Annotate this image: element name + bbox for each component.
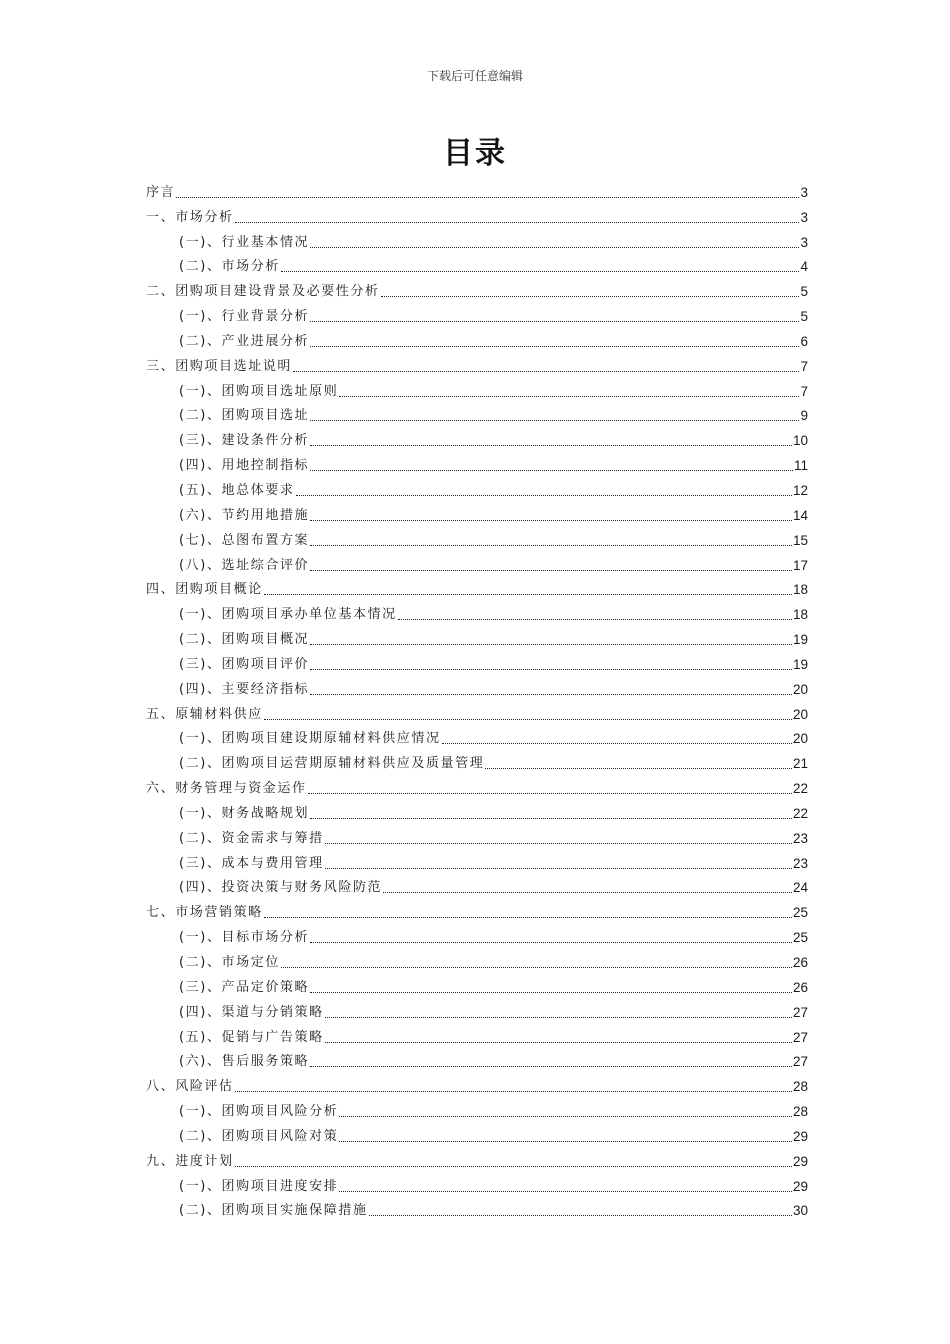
toc-entry-page: 15 — [792, 532, 808, 548]
toc-entry[interactable] — [146, 723, 808, 748]
toc-entry[interactable] — [146, 201, 808, 226]
toc-entry-page: 27 — [792, 1029, 808, 1045]
toc-entry-label: (四)、投资决策与财务风险防范 — [179, 880, 383, 896]
toc-entry[interactable] — [146, 400, 808, 425]
toc-entry-label: 二、团购项目建设背景及必要性分析 — [146, 284, 380, 300]
toc-entry-page: 3 — [800, 184, 808, 200]
toc-entry[interactable] — [146, 747, 808, 772]
toc-entry-page: 25 — [792, 930, 808, 946]
toc-dot-leader — [442, 743, 792, 744]
toc-entry-page: 21 — [792, 756, 808, 772]
toc-entry-label: (六)、售后服务策略 — [179, 1054, 310, 1070]
toc-entry[interactable] — [146, 350, 808, 375]
toc-entry-label: (二)、团购项目风险对策 — [179, 1128, 339, 1144]
toc-dot-leader — [325, 1017, 792, 1018]
toc-entry-page: 20 — [792, 731, 808, 747]
toc-dot-leader — [296, 495, 792, 496]
toc-entry-page: 28 — [792, 1104, 808, 1120]
toc-entry-page: 20 — [792, 681, 808, 697]
toc-entry-label: (五)、促销与广告策略 — [179, 1029, 324, 1045]
toc-dot-leader — [339, 396, 799, 397]
toc-entry[interactable] — [146, 1195, 808, 1220]
toc-entry-page: 29 — [792, 1128, 808, 1144]
toc-entry-page: 30 — [792, 1203, 808, 1219]
toc-dot-leader — [235, 1091, 792, 1092]
toc-dot-leader — [325, 843, 792, 844]
toc-dot-leader — [310, 470, 793, 471]
toc-entry-label: (三)、建设条件分析 — [179, 433, 310, 449]
toc-entry[interactable] — [146, 499, 808, 524]
toc-entry-label: (三)、团购项目评价 — [179, 656, 310, 672]
toc-entry-page: 14 — [792, 507, 808, 523]
toc-entry[interactable] — [146, 996, 808, 1021]
toc-entry-page: 4 — [800, 259, 808, 275]
toc-entry-label: (一)、团购项目承办单位基本情况 — [179, 607, 397, 623]
toc-entry-page: 24 — [792, 880, 808, 896]
toc-entry[interactable] — [146, 847, 808, 872]
toc-entry[interactable] — [146, 872, 808, 897]
toc-dot-leader — [281, 271, 800, 272]
toc-entry-page: 29 — [792, 1153, 808, 1169]
toc-entry-label: (二)、资金需求与筹措 — [179, 830, 324, 846]
toc-dot-leader — [308, 793, 792, 794]
toc-entry-page: 5 — [800, 284, 808, 300]
toc-entry[interactable] — [146, 251, 808, 276]
toc-dot-leader — [264, 594, 792, 595]
toc-dot-leader — [264, 917, 792, 918]
toc-dot-leader — [310, 247, 799, 248]
toc-entry[interactable] — [146, 300, 808, 325]
toc-entry-label: (一)、行业背景分析 — [179, 309, 310, 325]
toc-dot-leader — [176, 197, 799, 198]
toc-entry-page: 27 — [792, 1054, 808, 1070]
page-header: 下载后可任意编辑 — [426, 69, 523, 83]
toc-entry-label: 五、原辅材料供应 — [146, 706, 263, 722]
toc-entry[interactable] — [146, 1170, 808, 1195]
toc-entry[interactable] — [146, 275, 808, 300]
toc-entry-label: 六、财务管理与资金运作 — [146, 781, 307, 797]
toc-dot-leader — [310, 545, 792, 546]
toc-dot-leader — [281, 967, 792, 968]
toc-dot-leader — [264, 719, 792, 720]
toc-entry-page: 26 — [792, 979, 808, 995]
toc-entry-label: (一)、行业基本情况 — [179, 234, 310, 250]
toc-entry-label: (五)、地总体要求 — [179, 482, 295, 498]
toc-entry[interactable] — [146, 474, 808, 499]
toc-entry-label: (二)、团购项目实施保障措施 — [179, 1203, 368, 1219]
toc-entry-label: (一)、团购项目选址原则 — [179, 383, 339, 399]
toc-entry-page: 23 — [792, 830, 808, 846]
toc-dot-leader — [235, 1166, 792, 1167]
toc-dot-leader — [325, 868, 792, 869]
toc-dot-leader — [235, 222, 800, 223]
toc-entry-page: 19 — [792, 656, 808, 672]
toc-entry-label: (一)、目标市场分析 — [179, 930, 310, 946]
toc-entry-label: (一)、团购项目建设期原辅材料供应情况 — [179, 731, 441, 747]
toc-entry[interactable] — [146, 1145, 808, 1170]
toc-dot-leader — [310, 520, 792, 521]
toc-entry-page: 18 — [792, 582, 808, 598]
toc-entry-label: (六)、节约用地措施 — [179, 507, 310, 523]
toc-entry-label: (三)、产品定价策略 — [179, 979, 310, 995]
toc-entry-label: 八、风险评估 — [146, 1079, 234, 1095]
toc-dot-leader — [310, 321, 799, 322]
toc-dot-leader — [310, 942, 792, 943]
toc-dot-leader — [339, 1116, 792, 1117]
toc-entry[interactable] — [146, 698, 808, 723]
toc-title: 目录 — [443, 136, 507, 171]
toc-entry[interactable] — [146, 375, 808, 400]
toc-entry-page: 9 — [800, 408, 808, 424]
toc-entry[interactable] — [146, 648, 808, 673]
toc-entry-page: 25 — [792, 905, 808, 921]
toc-entry-page: 27 — [792, 1004, 808, 1020]
toc-entry-page: 23 — [792, 855, 808, 871]
toc-entry[interactable] — [146, 822, 808, 847]
toc-dot-leader — [293, 371, 799, 372]
toc-entry[interactable] — [146, 1070, 808, 1095]
toc-dot-leader — [339, 1141, 792, 1142]
toc-entry[interactable] — [146, 1095, 808, 1120]
toc-entry[interactable] — [146, 598, 808, 623]
toc-entry[interactable] — [146, 971, 808, 996]
toc-entry-page: 6 — [800, 333, 808, 349]
toc-entry[interactable] — [146, 176, 808, 201]
toc-entry-label: (四)、主要经济指标 — [179, 681, 310, 697]
toc-entry-page: 3 — [800, 209, 808, 225]
toc-entry-label: (四)、用地控制指标 — [179, 458, 310, 474]
toc-entry-label: (二)、团购项目选址 — [179, 408, 310, 424]
toc-dot-leader — [339, 1191, 792, 1192]
toc-entry-label: 七、市场营销策略 — [146, 905, 263, 921]
toc-entry[interactable] — [146, 921, 808, 946]
toc-dot-leader — [398, 619, 792, 620]
toc-entry[interactable] — [146, 673, 808, 698]
toc-entry-page: 22 — [792, 781, 808, 797]
toc-entry-label: (二)、团购项目概况 — [179, 632, 310, 648]
toc-entry-label: (七)、总图布置方案 — [179, 532, 310, 548]
toc-dot-leader — [310, 420, 799, 421]
toc-dot-leader — [310, 992, 792, 993]
toc-entry[interactable] — [146, 574, 808, 599]
toc-entry[interactable] — [146, 1120, 808, 1145]
toc-dot-leader — [310, 1066, 792, 1067]
toc-dot-leader — [310, 644, 792, 645]
toc-entry-label: (二)、市场定位 — [179, 955, 280, 970]
toc-dot-leader — [310, 818, 792, 819]
toc-entry[interactable] — [146, 623, 808, 648]
toc-dot-leader — [485, 768, 792, 769]
toc-entry-label: (八)、选址综合评价 — [179, 557, 310, 573]
toc-entry-label: 九、进度计划 — [146, 1153, 234, 1169]
toc-entry[interactable] — [146, 946, 808, 971]
toc-dot-leader — [310, 445, 792, 446]
toc-entry-page: 26 — [792, 955, 808, 970]
toc-entry-page: 18 — [792, 607, 808, 623]
toc-entry-label: 序言 — [146, 184, 176, 200]
toc-entry[interactable] — [146, 549, 808, 574]
toc-entry[interactable] — [146, 449, 808, 474]
toc-dot-leader — [381, 296, 800, 297]
toc-entry-label: (二)、团购项目运营期原辅材料供应及质量管理 — [179, 756, 485, 772]
toc-entry-label: 一、市场分析 — [146, 209, 234, 225]
toc-entry-page: 7 — [800, 358, 808, 374]
toc-entry-label: (一)、团购项目进度安排 — [179, 1178, 339, 1194]
toc-entry-label: (二)、市场分析 — [179, 259, 280, 275]
toc-dot-leader — [325, 1042, 792, 1043]
table-of-contents — [146, 176, 808, 1219]
toc-entry-label: (一)、团购项目风险分析 — [179, 1104, 339, 1120]
toc-entry[interactable] — [146, 1021, 808, 1046]
toc-entry[interactable] — [146, 325, 808, 350]
toc-entry[interactable] — [146, 896, 808, 921]
toc-entry-page: 22 — [792, 805, 808, 821]
toc-entry-page: 28 — [792, 1079, 808, 1095]
toc-entry[interactable] — [146, 772, 808, 797]
toc-entry-label: (一)、财务战略规划 — [179, 805, 310, 821]
toc-entry-page: 12 — [792, 482, 808, 498]
toc-entry[interactable] — [146, 1046, 808, 1071]
toc-entry-page: 11 — [793, 458, 808, 474]
toc-entry-page: 17 — [792, 557, 808, 573]
toc-dot-leader — [310, 346, 799, 347]
toc-entry-page: 10 — [792, 433, 808, 449]
toc-entry[interactable] — [146, 226, 808, 251]
toc-dot-leader — [310, 669, 792, 670]
toc-entry-page: 5 — [800, 309, 808, 325]
toc-dot-leader — [383, 892, 792, 893]
toc-entry-label: (三)、成本与费用管理 — [179, 855, 324, 871]
toc-entry-page: 29 — [792, 1178, 808, 1194]
toc-entry-label: 三、团购项目选址说明 — [146, 358, 293, 374]
toc-entry-page: 19 — [792, 632, 808, 648]
toc-dot-leader — [369, 1215, 792, 1216]
toc-entry[interactable] — [146, 797, 808, 822]
toc-entry-label: 四、团购项目概论 — [146, 582, 263, 598]
toc-entry-page: 20 — [792, 706, 808, 722]
toc-dot-leader — [310, 694, 792, 695]
toc-entry[interactable] — [146, 424, 808, 449]
toc-dot-leader — [310, 570, 792, 571]
toc-entry-label: (四)、渠道与分销策略 — [179, 1004, 324, 1020]
toc-entry[interactable] — [146, 524, 808, 549]
toc-entry-page: 3 — [800, 234, 808, 250]
toc-entry-page: 7 — [800, 383, 808, 399]
toc-entry-label: (二)、产业进展分析 — [179, 333, 310, 349]
